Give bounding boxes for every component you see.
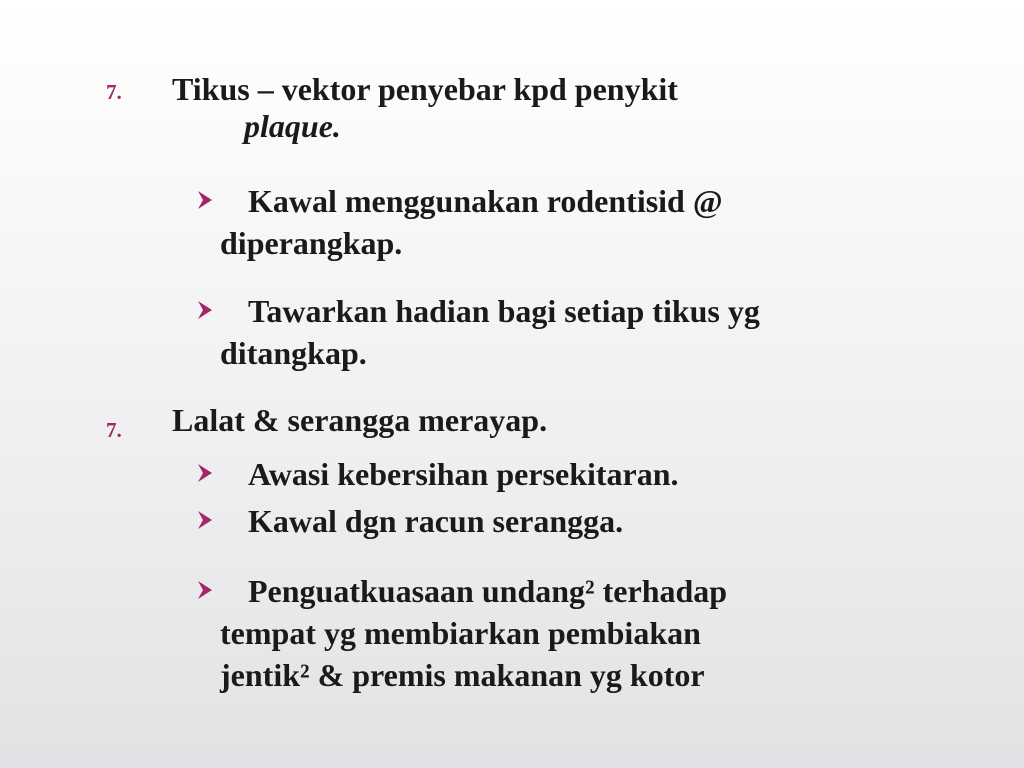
bullet-point [220, 453, 920, 495]
item-number: 7. [106, 418, 122, 442]
bullet-text: Tawarkan hadian bagi setiap tikus yg [248, 293, 760, 329]
bullet-text-continuation: ditangkap. [220, 335, 367, 371]
arrowhead-bullet-icon [198, 581, 212, 599]
bullet-text: Penguatkuasaan undang² terhadap [248, 573, 728, 609]
bullet-point [220, 570, 920, 696]
item-heading [172, 402, 547, 439]
item-heading-text: Lalat & serangga merayap. [172, 402, 548, 438]
bullet-point [220, 500, 920, 542]
bullet-text: Awasi kebersihan persekitaran. [248, 456, 679, 492]
bullet-point [220, 180, 920, 264]
item-heading-text: Tikus – vektor penyebar kpd penykit [172, 71, 678, 107]
item-heading-continuation: plaque. [244, 108, 341, 144]
arrowhead-bullet-icon [198, 511, 212, 529]
item-number: 7. [106, 80, 122, 104]
bullet-text-continuation: diperangkap. [220, 225, 403, 261]
item-heading [172, 71, 678, 145]
bullet-text: Kawal menggunakan rodentisid @ [248, 183, 723, 219]
bullet-point [220, 290, 920, 374]
arrowhead-bullet-icon [198, 301, 212, 319]
bullet-text: Kawal dgn racun serangga. [248, 503, 624, 539]
bullet-text-continuation: jentik² & premis makanan yg kotor [220, 657, 705, 693]
arrowhead-bullet-icon [198, 464, 212, 482]
bullet-text-continuation: tempat yg membiarkan pembiakan [220, 615, 701, 651]
arrowhead-bullet-icon [198, 191, 212, 209]
